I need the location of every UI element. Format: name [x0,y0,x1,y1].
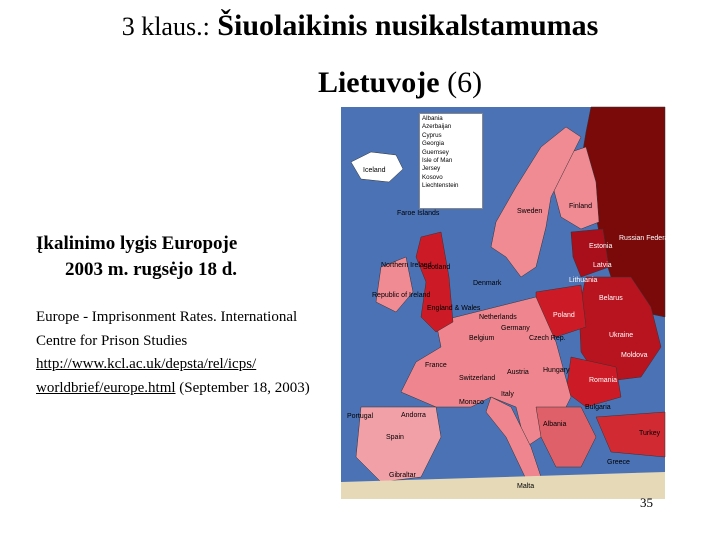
legend-item: Kosovo [422,173,443,181]
label-n-ireland: Northern Ireland [381,262,432,269]
label-sweden: Sweden [517,208,543,215]
legend-item: Liechtenstein [422,182,459,190]
europe-imprisonment-map [341,107,680,499]
label-england: England & Wales [427,305,481,312]
label-bulgaria: Bulgaria [585,404,611,411]
label-belgium: Belgium [469,335,495,342]
label-rep-ireland: Republic of Ireland [372,292,431,299]
source-text: Europe - Imprisonment Rates. International Centre for Prison Studies [36,309,298,349]
label-malta: Malta [517,483,535,490]
legend-item: Guernsey [422,148,449,156]
label-moldova: Moldova [621,352,648,359]
label-czech: Czech Rep. [529,335,566,342]
label-hungary: Hungary [543,367,570,374]
source-link-part1[interactable]: http://www.kcl.ac.uk/depsta/rel/icps/ [36,356,257,372]
label-austria: Austria [507,369,529,376]
label-albania: Albania [543,421,567,428]
source-link-part2[interactable]: worldbrief/europe.html [36,379,176,396]
title-line2-suffix: (6) [447,66,483,99]
label-italy: Italy [501,391,514,398]
label-faroe: Faroe Islands [397,210,440,217]
label-andorra: Andorra [401,412,426,419]
label-portugal: Portugal [347,413,374,420]
label-greece: Greece [607,459,630,466]
label-poland: Poland [553,312,575,319]
label-belarus: Belarus [599,295,623,302]
label-russia: Russian Federation [619,235,680,242]
label-romania: Romania [589,377,618,384]
title-line1: Šiuolaikinis nusikalstamumas [217,9,599,42]
label-switzerland: Switzerland [459,375,496,382]
label-spain: Spain [386,434,404,441]
label-netherlands: Netherlands [479,314,517,321]
legend-item: Azerbaijan [422,123,452,131]
map-caption [36,231,237,283]
legend-item: Georgia [422,140,445,148]
label-finland: Finland [569,203,592,210]
legend-item: Albania [422,115,443,122]
label-latvia: Latvia [593,262,612,269]
legend-item: Cyprus [422,131,442,139]
label-turkey: Turkey [639,430,661,437]
label-estonia: Estonia [589,243,613,250]
source-date: (September 18, 2003) [179,379,310,396]
label-denmark: Denmark [473,280,502,287]
title-line2-bold: Lietuvoje [317,66,440,99]
caption-line2: 2003 m. rugsėjo 18 d. [65,259,238,280]
title-prefix: 3 klaus.: [121,12,210,41]
legend-item: Isle of Man [422,157,453,165]
label-germany: Germany [501,325,530,332]
label-monaco: Monaco [459,399,484,406]
label-scotland: Scotland [423,264,451,271]
label-gibraltar: Gibraltar [389,472,416,479]
map-legend [419,113,483,209]
label-lithuania: Lithuania [569,277,598,284]
label-iceland: Iceland [363,167,386,174]
slide-title [0,6,720,103]
label-france: France [425,362,447,369]
caption-line1: Įkalinimo lygis Europoje [36,233,238,254]
page-number: 35 [640,495,653,510]
source-citation [36,306,336,400]
legend-item: Jersey [422,165,441,173]
label-ukraine: Ukraine [609,332,634,339]
